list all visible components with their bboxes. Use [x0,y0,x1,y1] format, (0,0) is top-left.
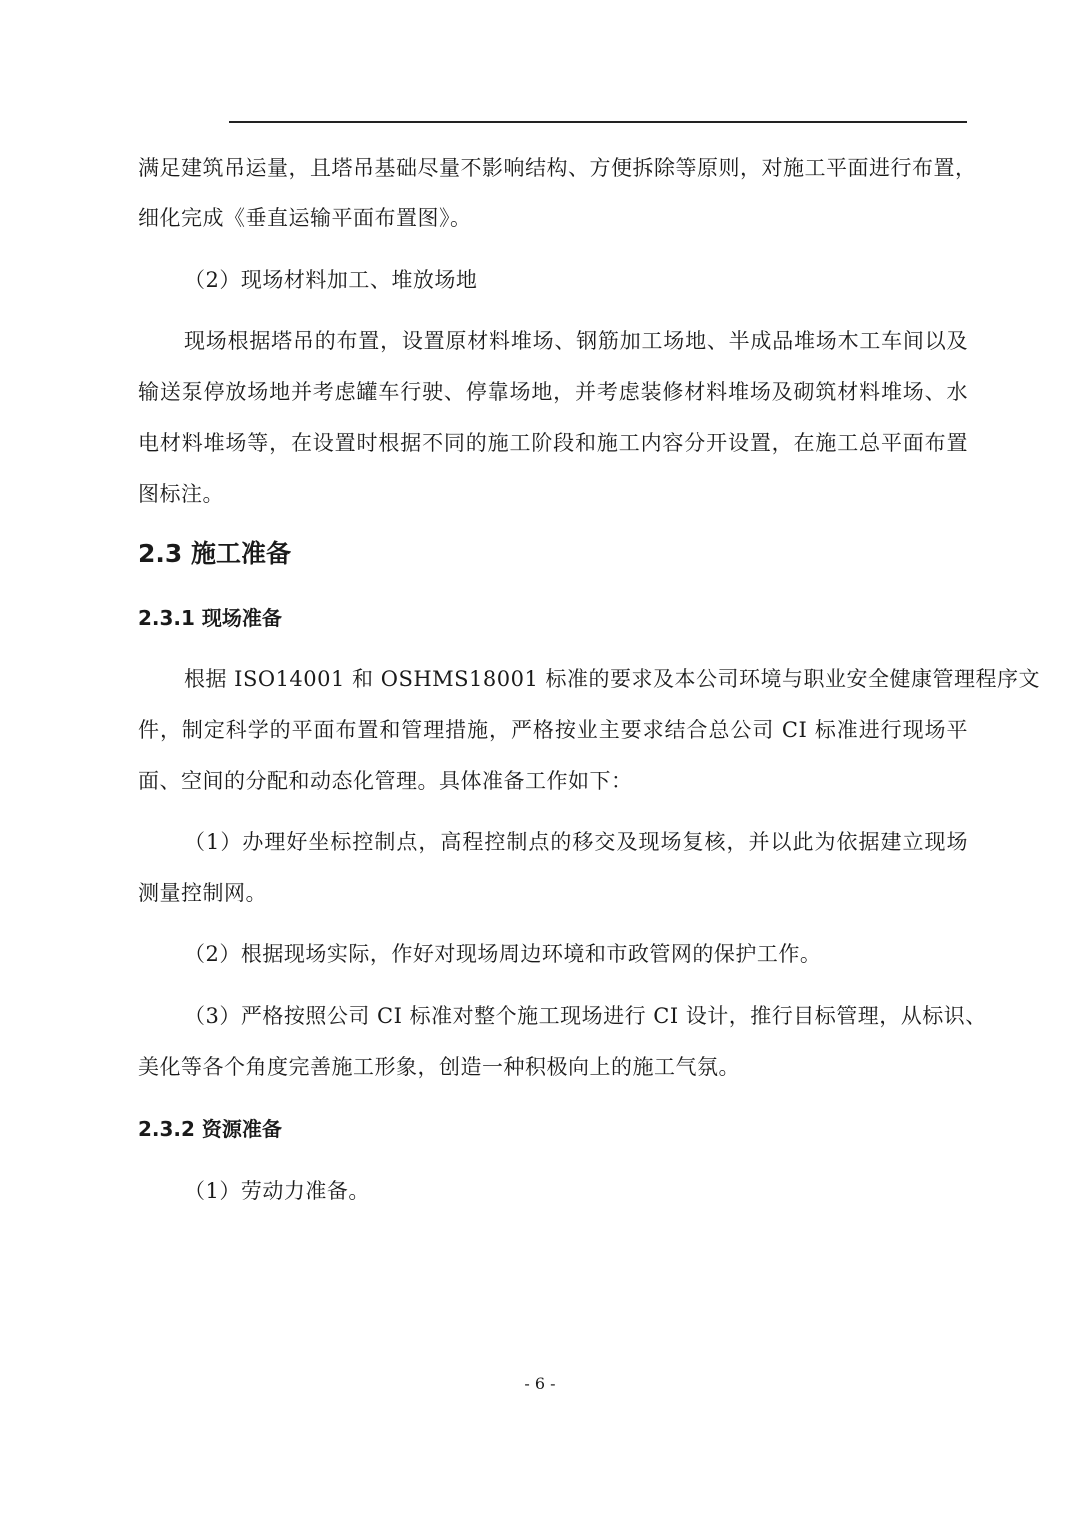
list-item-continuation: 美化等各个角度完善施工形象，创造一种积极向上的施工气氛。 [138,1055,740,1079]
paragraph-line: 根据 ISO14001 和 OSHMS18001 标准的要求及本公司环境与职业安全健康管理程序文 [184,667,1041,691]
list-item: （2）现场材料加工、堆放场地 [184,268,478,292]
paragraph-line: 细化完成《垂直运输平面布置图》。 [138,206,472,230]
paragraph-line: 图标注。 [138,482,224,506]
paragraph-line: 电材料堆场等，在设置时根据不同的施工阶段和施工内容分开设置，在施工总平面布置 [138,431,968,455]
list-item: （3）严格按照公司 CI 标准对整个施工现场进行 CI 设计，推行目标管理，从标识、 [184,1004,987,1028]
list-item: （1）劳动力准备。 [184,1179,370,1203]
list-item-continuation: 测量控制网。 [138,881,267,905]
header-rule [229,121,967,123]
subsection-heading: 2.3.1 现场准备 [138,606,282,630]
paragraph-line: 输送泵停放场地并考虑罐车行驶、停靠场地，并考虑装修材料堆场及砌筑材料堆场、水 [138,380,968,404]
paragraph-line: 满足建筑吊运量，且塔吊基础尽量不影响结构、方便拆除等原则，对施工平面进行布置， [138,156,977,180]
page-number: - 6 - [524,1374,556,1393]
paragraph-line: 现场根据塔吊的布置，设置原材料堆场、钢筋加工场地、半成品堆场木工车间以及 [184,329,968,353]
section-heading: 2.3 施工准备 [138,539,291,568]
list-item: （2）根据现场实际，作好对现场周边环境和市政管网的保护工作。 [184,942,822,966]
paragraph-line: 件，制定科学的平面布置和管理措施，严格按业主要求结合总公司 CI 标准进行现场平 [138,718,968,742]
list-item: （1）办理好坐标控制点，高程控制点的移交及现场复核，并以此为依据建立现场 [184,830,968,854]
paragraph-line: 面、空间的分配和动态化管理。具体准备工作如下： [138,769,633,793]
subsection-heading: 2.3.2 资源准备 [138,1117,282,1141]
